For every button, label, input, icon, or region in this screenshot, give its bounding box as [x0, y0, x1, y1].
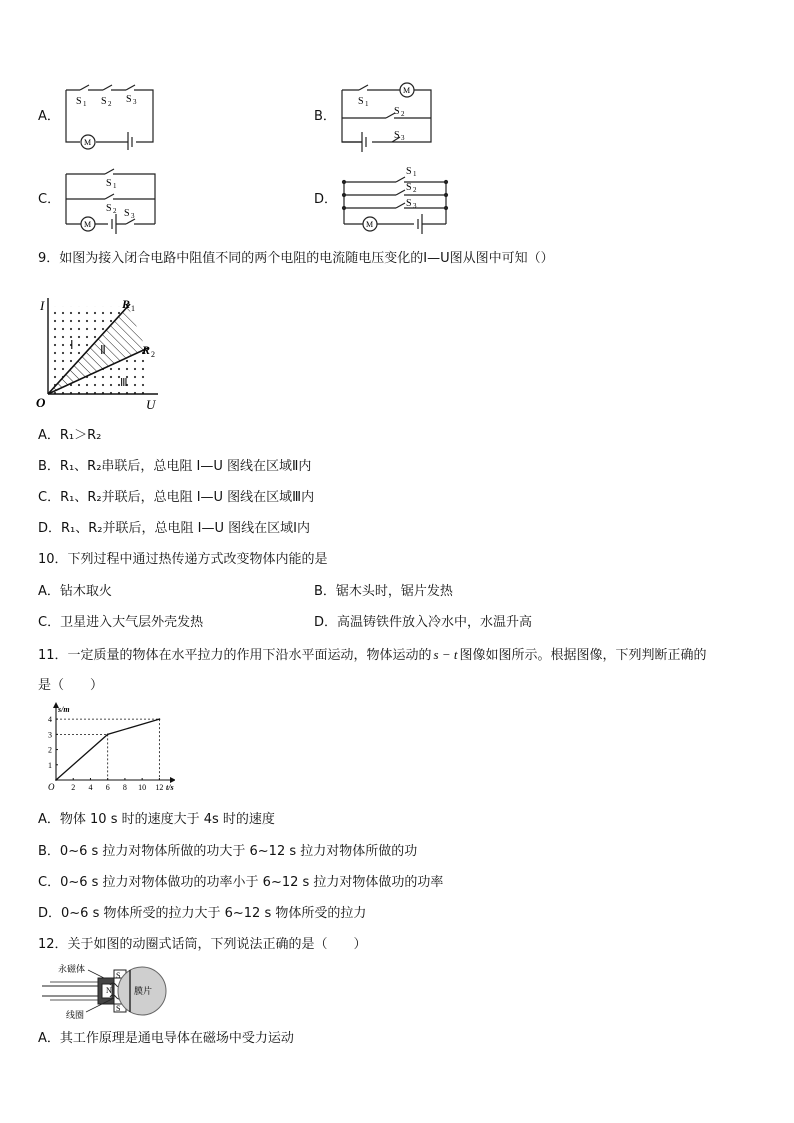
x-tick-label: 4 [88, 783, 93, 792]
origin-label: O [36, 395, 46, 410]
switch-label-sub: 1 [413, 170, 417, 178]
x-tick-label: 12 [155, 783, 164, 792]
data-point [107, 733, 109, 735]
switch-label-sub: 3 [401, 134, 405, 142]
switch-label-sub: 2 [108, 100, 112, 108]
switch-label-sub: 2 [413, 186, 417, 194]
q9-option-c: C．R₁、R₂并联后，总电阻 I—U 图线在区域Ⅲ内 [38, 490, 315, 505]
s-t-chart [40, 700, 175, 800]
x-tick-label: 10 [138, 783, 147, 792]
q11-stem-line2: 是（ ） [38, 678, 104, 693]
q11-option-d: D．0~6 s 物体所受的拉力大于 6~12 s 物体所受的拉力 [38, 906, 367, 921]
y-tick-label: 2 [48, 745, 52, 755]
q12-stem: 12．关于如图的动圈式话筒，下列说法正确的是（ ） [38, 937, 367, 952]
data-point [55, 779, 57, 781]
x-tick-label: 2 [71, 783, 76, 792]
switch-label: S [126, 94, 132, 105]
switch-label: S [124, 208, 130, 219]
q10-stem: 10．下列过程中通过热传递方式改变物体内能的是 [38, 552, 328, 567]
switch-label: S [406, 182, 412, 193]
switch-label-sub: 1 [83, 100, 87, 108]
region-three-label: Ⅲ [120, 377, 128, 389]
circuit-diagram-b [334, 80, 444, 152]
switch-label: S [394, 106, 400, 117]
switch-label: S [406, 198, 412, 209]
q10-option-b: B．锯木头时，锯片发热 [314, 584, 453, 599]
q9-option-d: D．R₁、R₂并联后，总电阻 I—U 图线在区域Ⅰ内 [38, 521, 310, 536]
motor-symbol: M [84, 220, 92, 229]
q10-option-a: A．钻木取火 [38, 584, 112, 599]
switch-label-sub: 2 [113, 207, 117, 215]
u-axis-label: U [146, 397, 156, 412]
switch-label: S [101, 96, 107, 107]
diaphragm-label: 膜片 [134, 986, 153, 996]
region-two-label: Ⅱ [100, 343, 106, 357]
q11-stem-math: s − t [433, 647, 458, 662]
x-tick-label: 8 [122, 783, 127, 792]
data-point [158, 718, 160, 720]
q10-option-c: C．卫星进入大气层外壳发热 [38, 615, 204, 630]
circuit-diagram-a [58, 80, 168, 150]
switch-label: S [106, 178, 112, 189]
q11-option-b: B．0~6 s 拉力对物体所做的功大于 6~12 s 拉力对物体所做的功 [38, 844, 418, 859]
region-one-label: Ⅰ [70, 338, 74, 352]
y-axis-label: s/m [58, 705, 70, 714]
svg-text:S: S [116, 1004, 121, 1013]
i-axis-label: I [40, 298, 45, 313]
coil-label: 线圈 [66, 1010, 85, 1020]
option-letter: D． [314, 192, 338, 207]
q11-option-c: C．0~6 s 拉力对物体做功的功率小于 6~12 s 拉力对物体做功的功率 [38, 875, 444, 890]
motor-symbol: M [403, 86, 411, 95]
q11-option-a: A．物体 10 s 时的速度大于 4s 时的速度 [38, 812, 275, 827]
y-tick-label: 4 [48, 715, 52, 725]
y-tick-label: 3 [48, 730, 52, 740]
r2-label: R [142, 343, 151, 357]
circuit-diagram-c [58, 164, 168, 234]
origin-label: O [48, 782, 55, 792]
magnet-label: 永磁体 [58, 964, 86, 974]
q9-option-a: A．R₁＞R₂ [38, 428, 102, 443]
dynamic-microphone-figure [38, 958, 168, 1020]
q12-option-a: A．其工作原理是通电导体在磁场中受力运动 [38, 1031, 294, 1046]
switch-label-sub: 3 [131, 212, 135, 220]
r2-label-sub: 2 [151, 350, 155, 359]
q11-stem-line1 [38, 647, 707, 664]
switch-label-sub: 1 [113, 182, 117, 190]
switch-label: S [76, 96, 82, 107]
svg-text:S: S [116, 971, 121, 980]
option-letter: C． [38, 192, 61, 207]
y-tick-label: 1 [48, 760, 52, 770]
option-letter: A． [38, 109, 60, 124]
q11-stem-part2: 图像如图所示。根据图像，下列判断正确的 [459, 648, 707, 663]
q10-option-d: D．高温铸铁件放入冷水中，水温升高 [314, 615, 533, 630]
r1-label-sub: 1 [131, 304, 135, 313]
switch-label-sub: 1 [365, 100, 369, 108]
q11-stem-part1: 11．一定质量的物体在水平拉力的作用下沿水平面运动，物体运动的 [38, 648, 432, 663]
q9-option-b: B．R₁、R₂串联后，总电阻 I—U 图线在区域Ⅱ内 [38, 459, 312, 474]
option-letter: B． [314, 109, 336, 124]
switch-label: S [394, 130, 400, 141]
switch-label-sub: 2 [401, 110, 405, 118]
switch-label: S [106, 203, 112, 214]
q9-stem: 9．如图为接入闭合电路中阻值不同的两个电阻的电流随电压变化的I—U图从图中可知（） [38, 251, 554, 266]
r1-label: R [122, 297, 131, 311]
switch-label: S [406, 166, 412, 177]
svg-text:N: N [106, 986, 112, 995]
x-tick-label: 6 [105, 783, 110, 792]
iu-graph-figure [36, 294, 166, 412]
switch-label: S [358, 96, 364, 107]
switch-label-sub: 3 [133, 98, 137, 106]
motor-symbol: M [366, 220, 374, 229]
circuit-diagram-d [334, 162, 454, 234]
switch-label-sub: 3 [413, 202, 417, 210]
motor-symbol: M [84, 138, 92, 147]
x-axis-label: t/s [166, 783, 174, 792]
